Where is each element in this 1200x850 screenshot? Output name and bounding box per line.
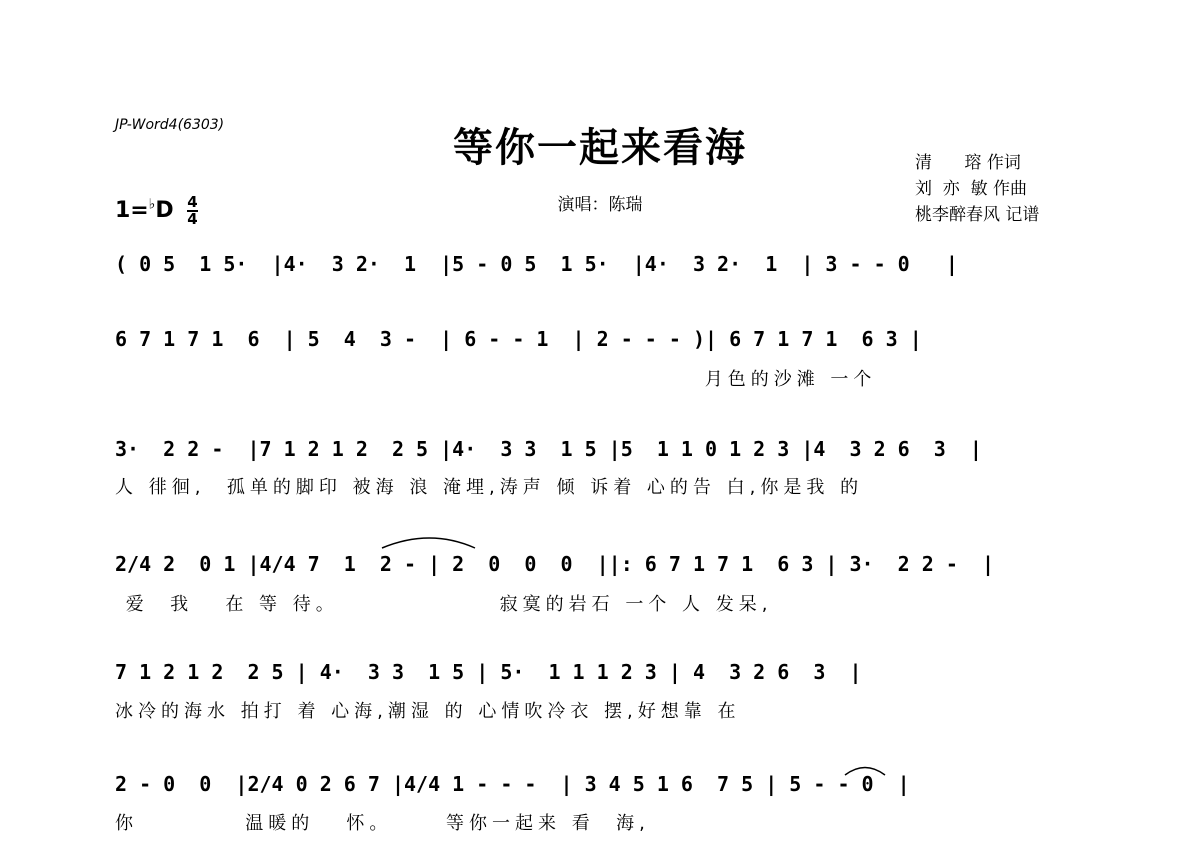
composer-credit: 刘 亦 敏 作曲 bbox=[915, 179, 1028, 199]
transcriber-credit: 桃李醉春风 记谱 bbox=[915, 205, 1040, 225]
song-title: 等你一起来看海 bbox=[453, 125, 747, 171]
lyricist-credit: 清 瑢 作词 bbox=[915, 153, 1021, 173]
system-6-lyrics: 你 温暖的 怀。 等你一起来 看 海, bbox=[115, 813, 650, 834]
flat-symbol: ♭ bbox=[148, 196, 156, 213]
tie-arc-1 bbox=[382, 538, 475, 548]
time-signature-denominator: 4 bbox=[187, 210, 198, 228]
system-3-lyrics: 人 徘徊, 孤单的脚印 被海 浪 淹埋,涛声 倾 诉着 心的告 白,你是我 的 bbox=[115, 477, 864, 498]
key-prefix: 1= bbox=[115, 198, 149, 223]
system-5-lyrics: 冰冷的海水 拍打 着 心海,潮湿 的 心情吹冷衣 摆,好想靠 在 bbox=[115, 701, 741, 722]
system-6-notes: 2 - 0 0 |2/4 0 2 6 7 |4/4 1 - - - | 3 4 5 1 6 7 5 | 5 - - 0 | bbox=[115, 772, 910, 796]
system-5-notes: 7 1 2 1 2 2 5 | 4· 3 3 1 5 | 5· 1 1 1 2 3 | 4 3 2 6 3 | bbox=[115, 660, 862, 684]
system-2-lyrics: 月色的沙滩 一个 bbox=[115, 369, 877, 390]
time-signature-numerator: 4 bbox=[187, 193, 198, 211]
system-3-notes: 3· 2 2 - |7 1 2 1 2 2 5 |4· 3 3 1 5 |5 1 1 0 1 2 3 |4 3 2 6 3 | bbox=[115, 437, 982, 461]
system-1-notes: ( 0 5 1 5· |4· 3 2· 1 |5 - 0 5 1 5· |4· 3 2· 1 | 3 - - 0 | bbox=[115, 252, 958, 276]
software-label: JP-Word4(6303) bbox=[115, 117, 225, 133]
system-4-notes: 2/4 2 0 1 |4/4 7 1 2 - | 2 0 0 0 ||: 6 7 1 7 1 6 3 | 3· 2 2 - | bbox=[115, 552, 994, 576]
system-4-lyrics: 爱 我 在 等 待。 寂寞的岩石 一个 人 发呆, bbox=[115, 594, 773, 615]
slur-arc-2 bbox=[845, 768, 885, 776]
singer-credit: 演唱：陈瑞 bbox=[557, 195, 643, 215]
key-note: D bbox=[155, 198, 174, 223]
system-2-notes: 6 7 1 7 1 6 | 5 4 3 - | 6 - - 1 | 2 - - - )| 6 7 1 7 1 6 3 | bbox=[115, 327, 922, 351]
